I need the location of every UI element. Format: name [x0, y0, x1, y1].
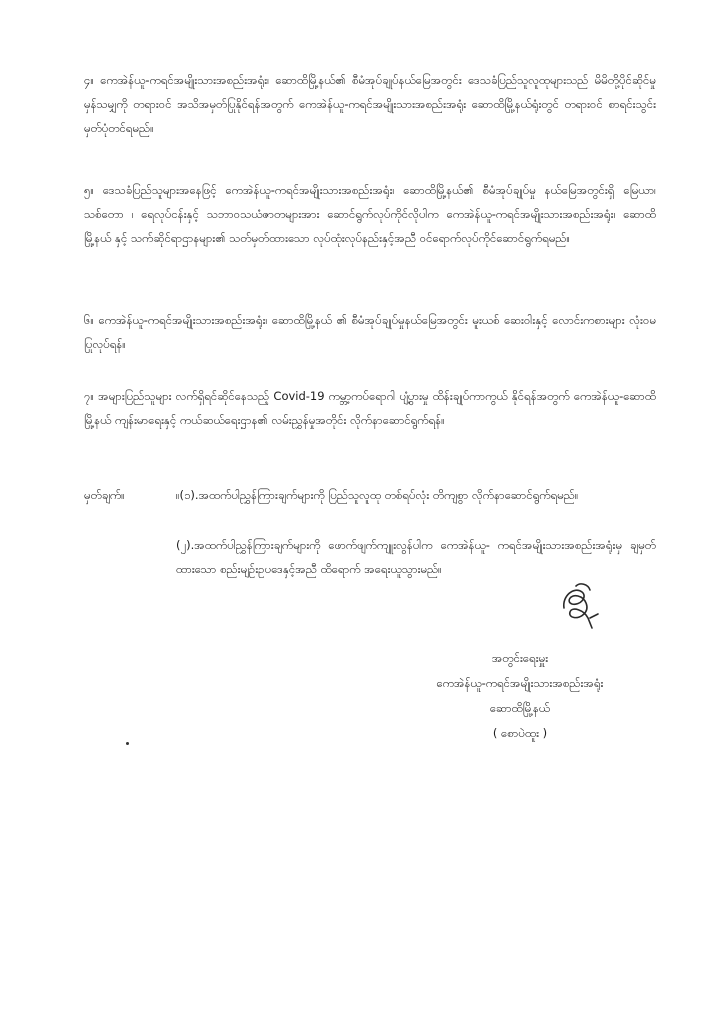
paragraph-5	[84, 178, 656, 250]
signatory-township: ဆောထိမြို့နယ်	[489, 701, 551, 715]
note-item-2: (၂).အထက်ပါညွှန်ကြားချက်များကို ဖောက်ဖျက်ကျူးလွန်ပါက ကေအဲန်ယူ- ကရင်အမျိုးသားအစည်းအရုံးမှ ချမှတ်ထားသော စည်းမျဉ်းဥပဒေနှင့်အညီ ထိရောက် အရေးယူသွားမည်။	[176, 538, 656, 576]
stray-mark	[126, 742, 129, 745]
paragraph-number: ၄။	[84, 73, 94, 87]
paragraph-text: ကေအဲန်ယူ-ကရင်အမျိုးသားအစည်းအရုံး၊ ဆောထိမြို့နယ် ၏ စီမံအုပ်ချုပ်မှုနယ်မြေအတွင်း မူးယစ် ဆေးဝါးနှင့် လောင်းကစားများ လုံးဝမပြုလုပ်ရန်။	[84, 313, 657, 351]
paragraph-text: ဒေသခံပြည်သူများအနေဖြင့် ကေအဲန်ယူ-ကရင်အမျိုးသားအစည်းအရုံး၊ ဆောထိမြို့နယ်၏ စီမံအုပ်ချုပ်မှု နယ်မြေအတွင်းရှိ မြေယာ၊ သစ်တော ၊ ရေလုပ်ငန်းနှင့် သဘာဝသယံဇာတများအား ဆောင်ရွက်လုပ်ကိုင်လိုပါက ကေအဲန်ယူ-ကရင်အမျိုးသားအစည်းအရုံး၊ ဆောထိမြို့နယ် နှင့် သက်ဆိုင်ရာဌာနများ၏ သတ်မှတ်ထားသော လုပ်ထုံးလုပ်နည်းနှင့်အညီ ဝင်ရောက်လုပ်ကိုင်ဆောင်ရွက်ရမည်။	[84, 183, 656, 245]
note-item-1: ။(၁).အထက်ပါညွှန်ကြားချက်များကို ပြည်သူလူထု တစ်ရပ်လုံး တိကျစွာ လိုက်နာဆောင်ရွက်ရမည်။	[176, 488, 579, 502]
notes-label: မှတ်ချက်။	[84, 488, 125, 502]
paragraph-text: ကေအဲန်ယူ-ကရင်အမျိုးသားအစည်းအရုံး၊ ဆောထိမြို့နယ်၏ စီမံအုပ်ချုပ်နယ်မြေအတွင်း ဒေသခံပြည်သူလူထုများသည် မိမိတို့ပိုင်ဆိုင်မှု မှန်သမျှကို တရားဝင် အသိအမှတ်ပြုနိုင်ရန်အတွက် ကေအဲန်ယူ-ကရင်အမျိုးသားအစည်းအရုံး ဆောထိမြို့နယ်ရုံးတွင် တရားဝင် စာရင်းသွင်း မှတ်ပုံတင်ရမည်။	[84, 73, 656, 135]
signature-icon	[554, 578, 604, 636]
paragraph-7	[84, 384, 656, 432]
paragraph-number: ၆။	[84, 313, 94, 327]
signatory-seal-text: ( စောပဲထူး )	[492, 726, 548, 740]
paragraph-number: ၅။	[84, 183, 94, 197]
signatory-organization: ကေအဲန်ယူ-ကရင်အမျိုးသားအစည်းအရုံး	[436, 676, 604, 690]
paragraph-4	[84, 68, 656, 140]
paragraph-6	[84, 308, 656, 356]
paragraph-text: အများပြည်သူများ လက်ရှိရင်ဆိုင်နေသည့် Covid-19 ကမ္ဘာ့ကပ်ရောဂါ ပျံ့ပွားမှု ထိန်းချုပ်ကာကွယ် နိုင်ရန်အတွက် ကေအဲန်ယူ-ဆောထိမြို့နယ် ကျန်းမာရေးနှင့် ကယ်ဆယ်ရေးဌာန၏ လမ်းညွှန်မှုအတိုင်း လိုက်နာဆောင်ရွက်ရန်။	[84, 389, 656, 427]
signatory-title: အတွင်းရေးမှူး	[491, 651, 549, 665]
paragraph-number: ၇။	[84, 389, 94, 403]
